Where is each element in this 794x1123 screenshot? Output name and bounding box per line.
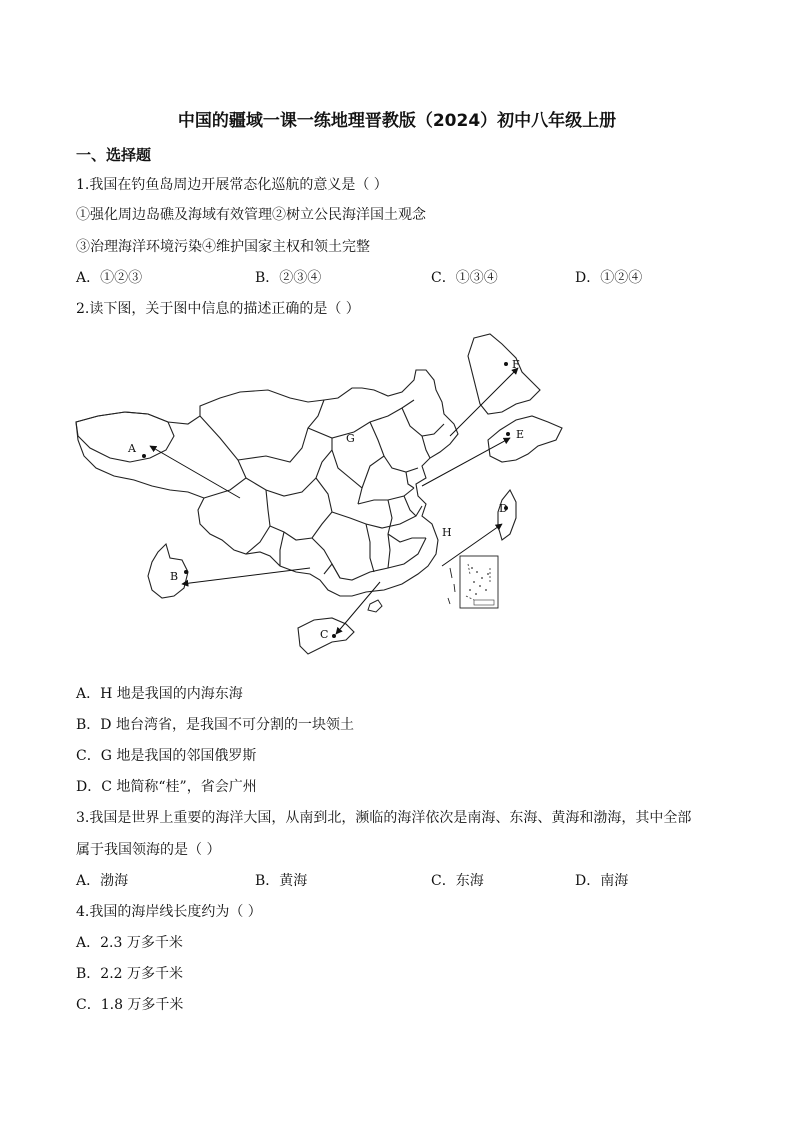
inset-e	[488, 416, 562, 462]
map-label-b: B	[170, 570, 179, 583]
q3-option-a[interactable]: A．渤海	[76, 873, 129, 889]
q3-option-b[interactable]: B．黄海	[255, 873, 308, 889]
question-2-stem: 2.读下图，关于图中信息的描述正确的是（ ）	[76, 301, 360, 317]
map-label-g: G	[346, 432, 355, 445]
q4-option-c[interactable]: C．1.8 万多千米	[76, 997, 184, 1013]
map-label-e: E	[516, 428, 525, 441]
china-province-map	[70, 328, 580, 673]
q1-option-d[interactable]: D．①②④	[575, 270, 643, 286]
q1-option-c[interactable]: C．①③④	[431, 270, 498, 286]
question-3-stem-line-1: 3.我国是世界上重要的海洋大国，从南到北，濒临的海洋依次是南海、东海、黄海和渤海，其中全部	[76, 810, 692, 826]
question-4-stem: 4.我国的海岸线长度约为（ ）	[76, 904, 262, 920]
map-outline	[76, 370, 458, 596]
inset-b	[148, 544, 188, 598]
map-label-a: A	[128, 442, 136, 455]
inset-d	[498, 490, 516, 540]
question-1-stem: 1.我国在钓鱼岛周边开展常态化巡航的意义是（ ）	[76, 177, 388, 193]
q1-option-b[interactable]: B．②③④	[255, 270, 322, 286]
question-1-statements-line-1: ①强化周边岛礁及海域有效管理②树立公民海洋国土观念	[76, 207, 426, 223]
arrow-to-e	[422, 438, 510, 486]
q3-option-c[interactable]: C．东海	[431, 873, 484, 889]
map-label-f: F	[512, 358, 520, 371]
q2-option-a[interactable]: A．H 地是我国的内海东海	[76, 686, 243, 702]
q1-option-a[interactable]: A．①②③	[76, 270, 143, 286]
south-china-sea-inset	[460, 556, 498, 608]
section-heading: 一、选择题	[76, 146, 152, 164]
q2-option-c[interactable]: C．G 地是我国的邻国俄罗斯	[76, 748, 257, 764]
question-3-stem-line-2: 属于我国领海的是（ ）	[76, 842, 221, 858]
document-title: 中国的疆域一课一练地理晋教版（2024）初中八年级上册	[177, 111, 617, 131]
map-label-h: H	[442, 526, 452, 539]
q3-option-d[interactable]: D．南海	[575, 873, 629, 889]
map-label-c: C	[320, 628, 329, 641]
map-label-d: D	[499, 502, 508, 515]
arrow-to-f	[450, 368, 518, 436]
question-3-options	[76, 871, 726, 891]
inset-a	[76, 412, 174, 462]
arrow-to-b	[182, 568, 310, 584]
map-arrows	[150, 368, 518, 634]
arrow-to-c	[336, 582, 380, 634]
question-1-statements-line-2: ③治理海洋环境污染④维护国家主权和领土完整	[76, 239, 370, 255]
q2-option-d[interactable]: D．C 地简称“桂”，省会广州	[76, 779, 257, 795]
question-1-options	[76, 268, 726, 288]
q4-option-b[interactable]: B．2.2 万多千米	[76, 966, 184, 982]
arrow-to-a	[150, 446, 240, 498]
inset-f	[468, 334, 540, 414]
q2-option-b[interactable]: B．D 地台湾省，是我国不可分割的一块领土	[76, 717, 354, 733]
q4-option-a[interactable]: A．2.3 万多千米	[76, 935, 183, 951]
